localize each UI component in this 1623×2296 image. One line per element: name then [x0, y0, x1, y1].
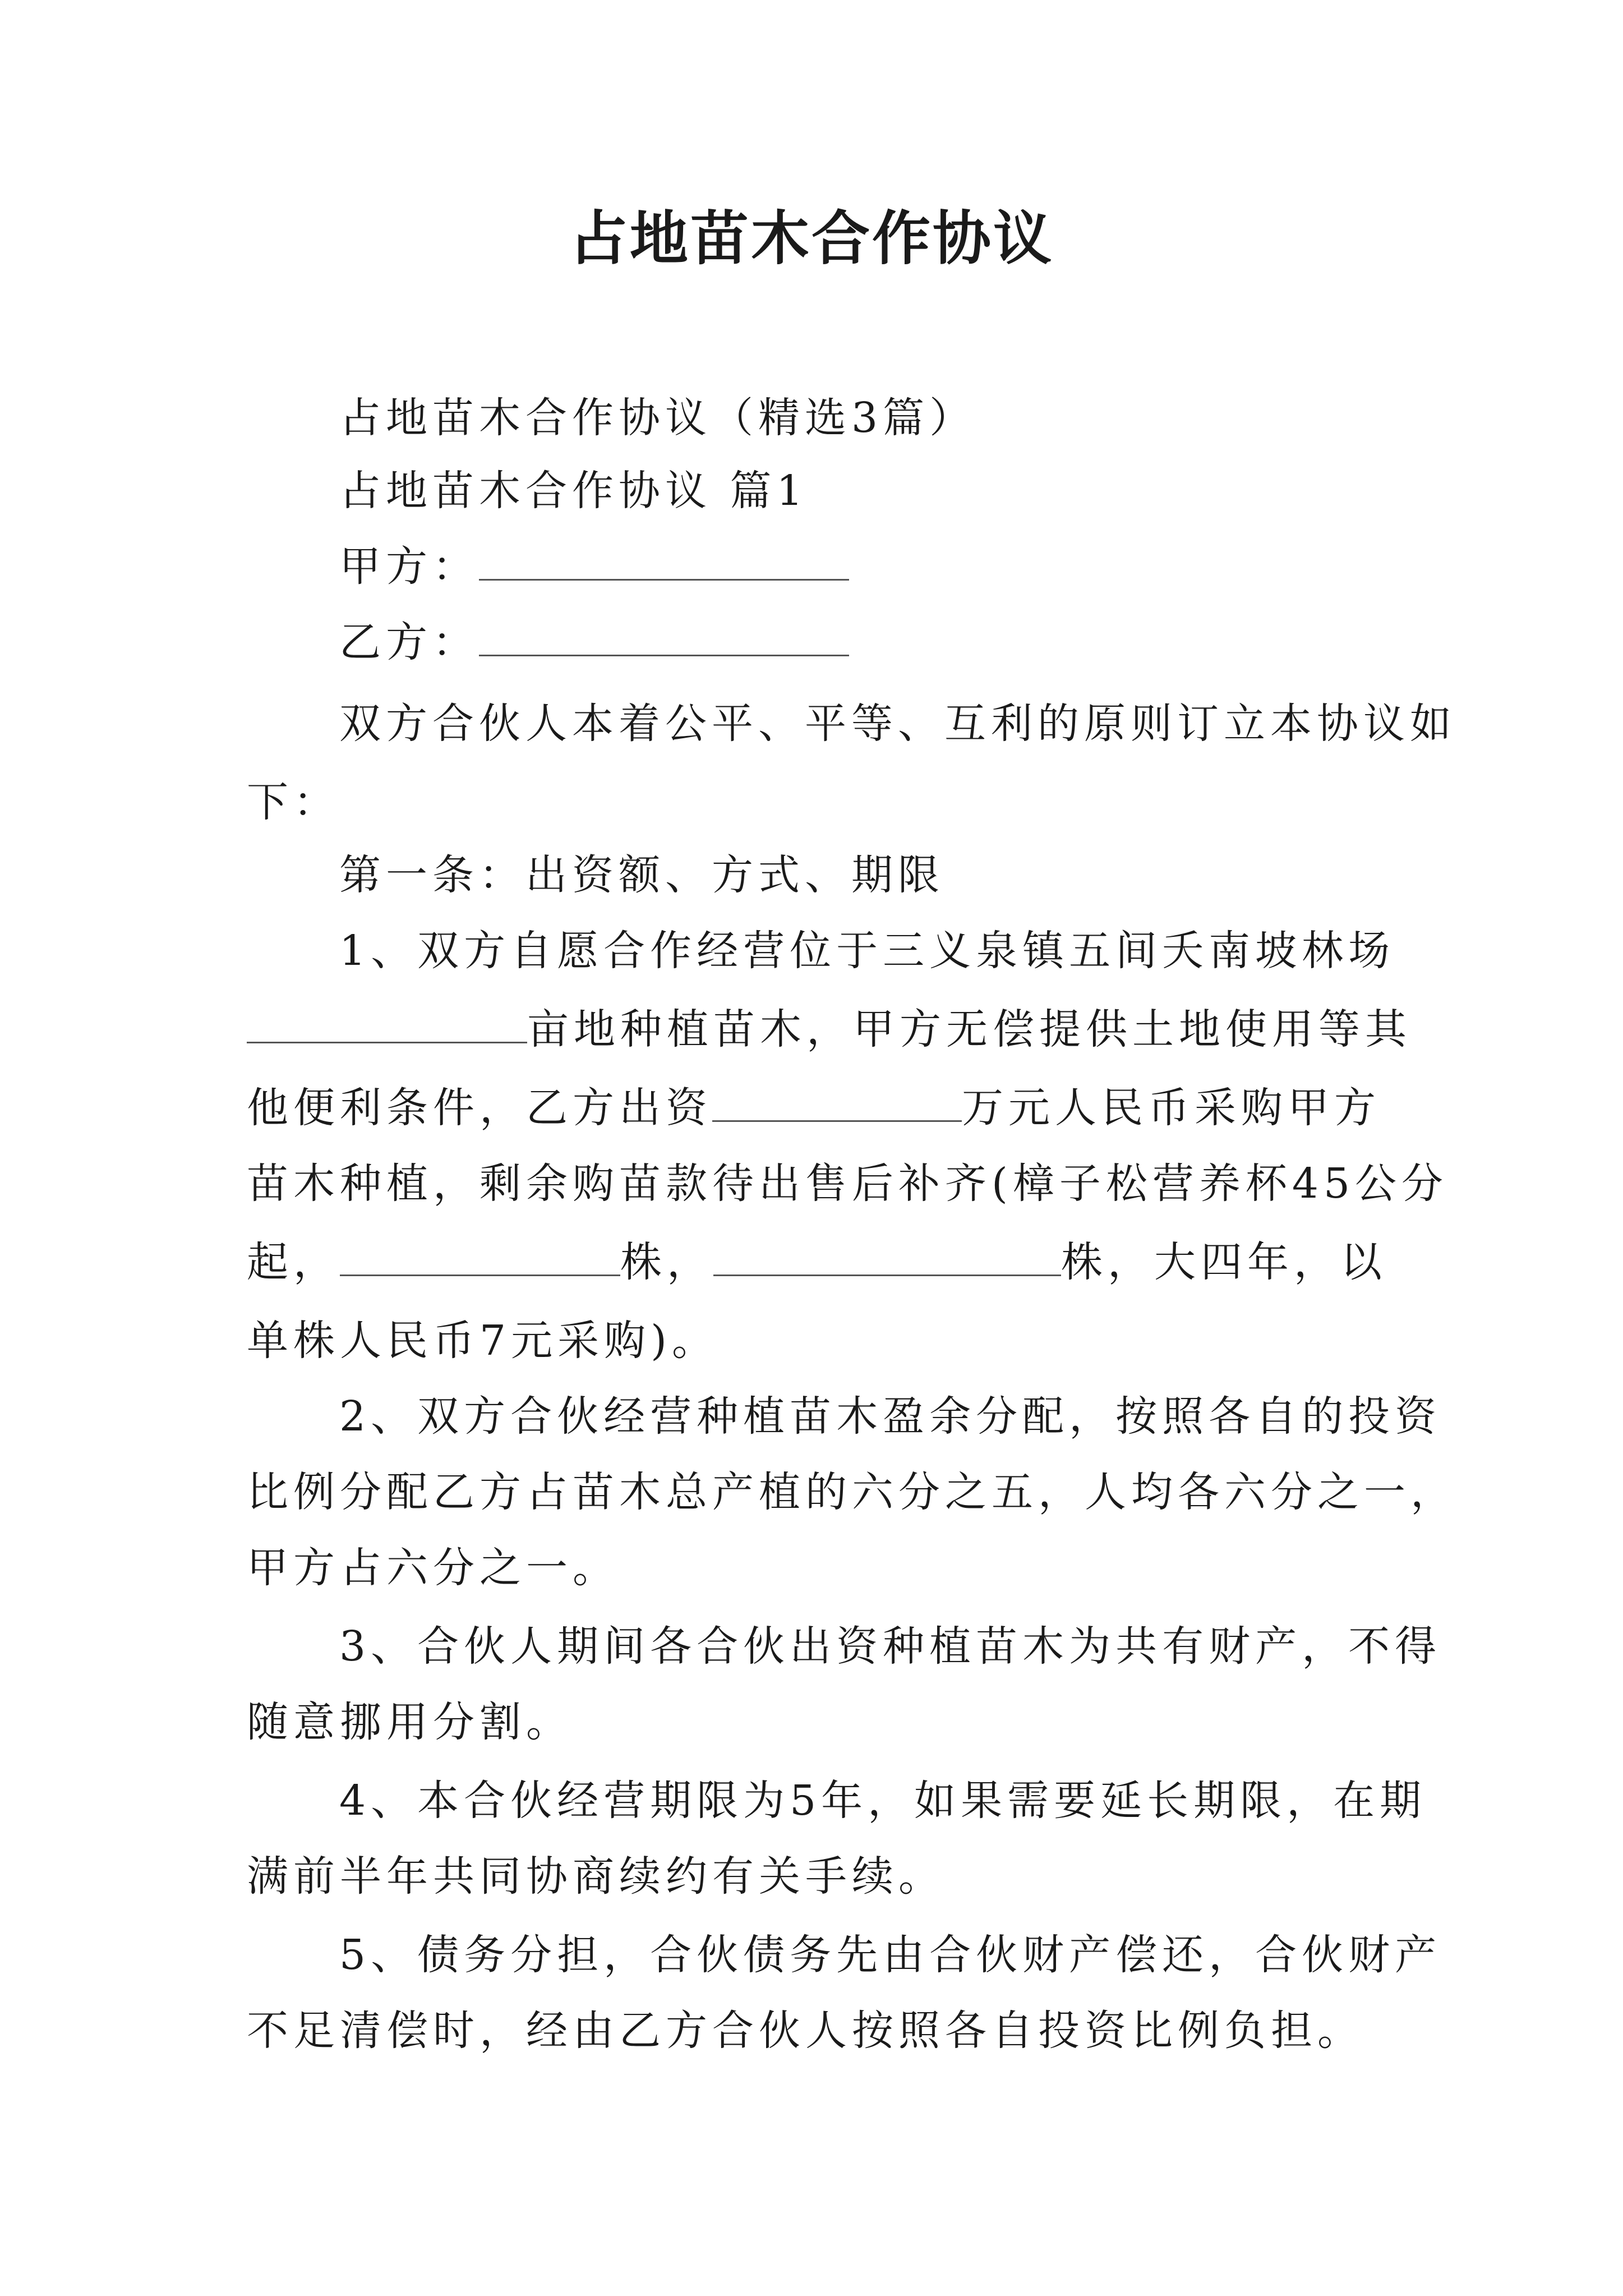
party-a-label: 甲方：	[339, 542, 479, 591]
document-title: 占地苗木合作协议	[569, 204, 1054, 273]
part-heading: 占地苗木合作协议 篇1	[339, 467, 808, 515]
clause1-line-2	[247, 1001, 1412, 1057]
clause4-line-1: 4、本合伙经营期限为5年，如果需要延长期限，在期	[339, 1777, 1427, 1825]
clause1-line-4: 苗木种植，剩余购苗款待出售后补齐(樟子松营养杯45公分	[247, 1159, 1449, 1208]
clause1-line-1: 1、双方自愿合作经营位于三义泉镇五间夭南坡林场	[339, 927, 1395, 975]
clause1-line-6: 单株人民币7元采购)。	[247, 1317, 718, 1365]
article1-heading: 第一条：出资额、方式、期限	[339, 851, 944, 899]
clause1-line-3b: 万元人民币采购甲方	[962, 1084, 1381, 1132]
party-b-line	[339, 614, 1483, 670]
document-subtitle: 占地苗木合作协议（精选3篇）	[339, 394, 976, 442]
clause1-line-5	[247, 1234, 1391, 1290]
clause2-line-1: 2、双方合伙经营种植苗木盈余分配，按照各自的投资	[339, 1392, 1442, 1441]
clause1-line-3a: 他便利条件，乙方出资	[247, 1084, 712, 1132]
clause1-line-2-text: 亩地种植苗木，甲方无偿提供土地使用等其	[527, 1005, 1412, 1053]
clause1-line-3	[247, 1080, 1391, 1136]
clause3-line-2: 随意挪用分割。	[247, 1698, 573, 1746]
clause2-line-2: 比例分配乙方占苗木总产植的六分之五，人均各六分之一，	[247, 1468, 1457, 1516]
intro-line-1: 双方合伙人本着公平、平等、互利的原则订立本协议如	[339, 700, 1456, 748]
count-blank-1	[340, 1241, 620, 1276]
clause5-line-2: 不足清偿时，经由乙方合伙人按照各自投资比例负担。	[247, 2007, 1364, 2055]
clause1-line-5a: 起，	[247, 1238, 340, 1286]
clause1-line-5b: 株，	[620, 1238, 713, 1286]
clause4-line-2: 满前半年共同协商续约有关手续。	[247, 1852, 945, 1901]
party-a-line	[339, 539, 1483, 595]
clause5-line-1: 5、债务分担，合伙债务先由合伙财产偿还，合伙财产	[339, 1931, 1442, 1979]
investment-blank	[712, 1087, 962, 1122]
acreage-blank	[247, 1008, 527, 1043]
intro-line-2: 下：	[247, 778, 340, 826]
clause3-line-1: 3、合伙人期间各合伙出资种植苗木为共有财产，不得	[339, 1622, 1442, 1671]
clause1-line-5c: 株，大四年，以	[1061, 1238, 1387, 1286]
clause2-line-3: 甲方占六分之一。	[247, 1544, 619, 1592]
party-b-blank	[479, 621, 849, 656]
party-a-blank	[479, 545, 849, 581]
count-blank-2	[713, 1241, 1061, 1276]
party-b-label: 乙方：	[339, 618, 479, 666]
